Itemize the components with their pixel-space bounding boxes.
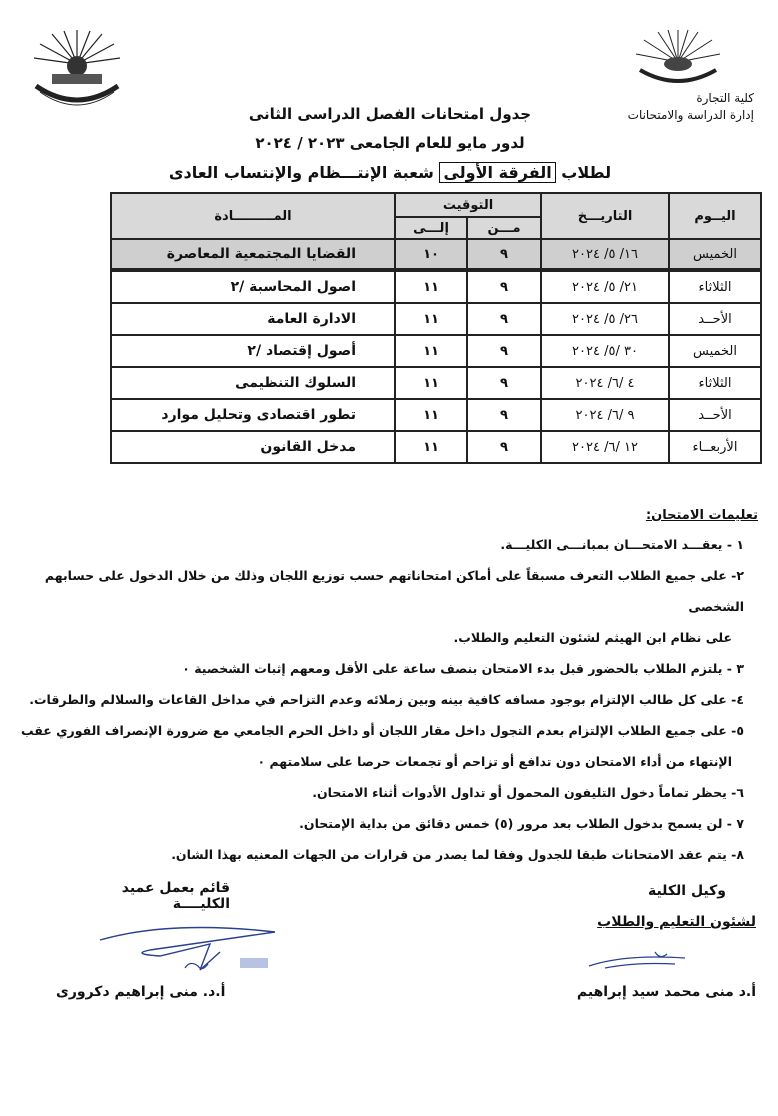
header-from: مـــن: [467, 217, 541, 239]
header-day: اليــوم: [669, 193, 761, 239]
dean-signature-block: [56, 880, 230, 1000]
table-row: [111, 399, 761, 431]
row-to: ١١: [395, 335, 467, 367]
row-to: ١١: [395, 399, 467, 431]
dean-name: أ.د. منى إبراهيم دكرورى: [56, 984, 226, 1000]
header-time: التوقيت: [395, 193, 541, 217]
vice-dean-signature-block: [576, 880, 756, 1000]
table-row: [111, 335, 761, 367]
instruction-item: ٣ - يلتزم الطلاب بالحضور قبل بدء الامتحان بنصف ساعة على الأقل ومعهم إثبات الشخصية ٠: [182, 661, 744, 676]
row-from: ٩: [467, 431, 541, 463]
title-line-3: [160, 158, 620, 187]
row-subject: اصول المحاسبة /٢: [111, 270, 395, 303]
vice-dean-title: وكيل الكلية: [647, 883, 726, 899]
instruction-item-continued: الإنتهاء من أداء الامتحان دون تدافع أو تزاحم أو تجمعات حرصا على سلامتهم ٠: [257, 754, 732, 769]
instruction-item: ٦- يحظر تماماً دخول التليفون المحمول أو تداول الأدوات أثناء الامتحان.: [312, 785, 744, 800]
college-line-2: إدارة الدراسة والامتحانات: [627, 108, 754, 122]
row-from: ٩: [467, 335, 541, 367]
instruction-item: ٥- على جميع الطلاب الإلتزام بعدم التجول داخل مقار اللجان أو داخل الحرم الجامعي مع ضرورة الإنصراف الفوري عقب: [20, 723, 744, 738]
row-from: ٩: [467, 303, 541, 335]
dean-title: قائم بعمل عميد الكليــــة: [121, 880, 230, 912]
instruction-item: ٨- يتم عقد الامتحانات طبقا للجدول وفقا لما يصدر من قرارات من الجهات المعنيه بهذا الشان.: [171, 847, 744, 862]
header-date: التاريـــخ: [541, 193, 669, 239]
row-subject: مدخل القانون: [111, 431, 395, 463]
row-date: ٢٦/ ٥/ ٢٠٢٤: [541, 303, 669, 335]
instruction-item: ٤- على كل طالب الإلتزام بوجود مسافه كافية بينه وبين زملائه وعدم التزاحم في مداخل القاعات والسلالم والطرقات.: [29, 692, 744, 707]
vice-dean-handwritten-signature: [585, 948, 695, 976]
row-to: ١٠: [395, 239, 467, 270]
mansoura-university-logo: [22, 22, 132, 112]
row-subject: السلوك التنظيمى: [111, 367, 395, 399]
college-line-1: كلية التجارة: [696, 91, 754, 105]
row-from: ٩: [467, 239, 541, 270]
row-day: الخميس: [669, 335, 761, 367]
row-subject: الادارة العامة: [111, 303, 395, 335]
row-date: ١٢ /٦/ ٢٠٢٤: [541, 431, 669, 463]
row-to: ١١: [395, 303, 467, 335]
table-row: [111, 239, 761, 270]
instruction-item: ٢- على جميع الطلاب التعرف مسبقاً على أماكن امتحاناتهم حسب توزيع اللجان وذلك من خلال الدخول على حسابهم الشخصى: [44, 568, 744, 614]
row-to: ١١: [395, 431, 467, 463]
vice-dean-name: أ.د منى محمد سيد إبراهيم: [576, 984, 756, 1000]
college-name: [628, 90, 754, 124]
table-row: [111, 431, 761, 463]
instruction-item-continued: على نظام ابن الهيثم لشئون التعليم والطلاب.: [453, 630, 732, 645]
row-from: ٩: [467, 270, 541, 303]
table-row: [111, 270, 761, 303]
document-title: [160, 100, 620, 187]
header-subject: المـــــــــادة: [111, 193, 395, 239]
row-date: ٣٠ /٥/ ٢٠٢٤: [541, 335, 669, 367]
row-subject: تطور اقتصادى وتحليل موارد: [111, 399, 395, 431]
table-row: [111, 367, 761, 399]
title-line-1: جدول امتحانات الفصل الدراسى الثانى: [248, 105, 532, 123]
row-day: الأربعــاء: [669, 431, 761, 463]
row-date: ٩ /٦/ ٢٠٢٤: [541, 399, 669, 431]
row-day: الخميس: [669, 239, 761, 270]
exam-instructions: [20, 508, 758, 870]
title-line-3-prefix: لطلاب: [561, 163, 612, 182]
vice-dean-department: لشئون التعليم والطلاب: [597, 914, 756, 930]
row-day: الأحــد: [669, 303, 761, 335]
row-day: الأحــد: [669, 399, 761, 431]
row-date: ١٦/ ٥/ ٢٠٢٤: [541, 239, 669, 270]
title-line-3-suffix: شعبة الإنتـــظام والإنتساب العادى: [168, 163, 434, 182]
row-from: ٩: [467, 399, 541, 431]
row-from: ٩: [467, 367, 541, 399]
instruction-item: ١ - يعقـــد الامتحـــان بمبانـــى الكليـــة.: [500, 537, 744, 552]
faculty-logo: [628, 26, 728, 88]
row-day: الثلاثاء: [669, 270, 761, 303]
header-to: إلـــى: [395, 217, 467, 239]
row-subject: القضايا المجتمعية المعاصرة: [111, 239, 395, 270]
row-date: ٢١/ ٥/ ٢٠٢٤: [541, 270, 669, 303]
row-to: ١١: [395, 270, 467, 303]
instructions-title: تعليمات الامتحان:: [645, 508, 758, 523]
row-day: الثلاثاء: [669, 367, 761, 399]
title-line-2: لدور مايو للعام الجامعى ٢٠٢٣ / ٢٠٢٤: [255, 134, 525, 152]
exam-schedule-table: [110, 192, 762, 464]
row-to: ١١: [395, 367, 467, 399]
dean-handwritten-signature: [90, 910, 280, 985]
row-date: ٤ /٦/ ٢٠٢٤: [541, 367, 669, 399]
table-row: [111, 303, 761, 335]
instruction-item: ٧ - لن يسمح بدخول الطلاب بعد مرور (٥) خمس دقائق من بداية الإمتحان.: [299, 816, 744, 831]
title-year-badge: الفرقة الأولى: [439, 162, 555, 183]
row-subject: أصول إقتصاد /٢: [111, 335, 395, 367]
